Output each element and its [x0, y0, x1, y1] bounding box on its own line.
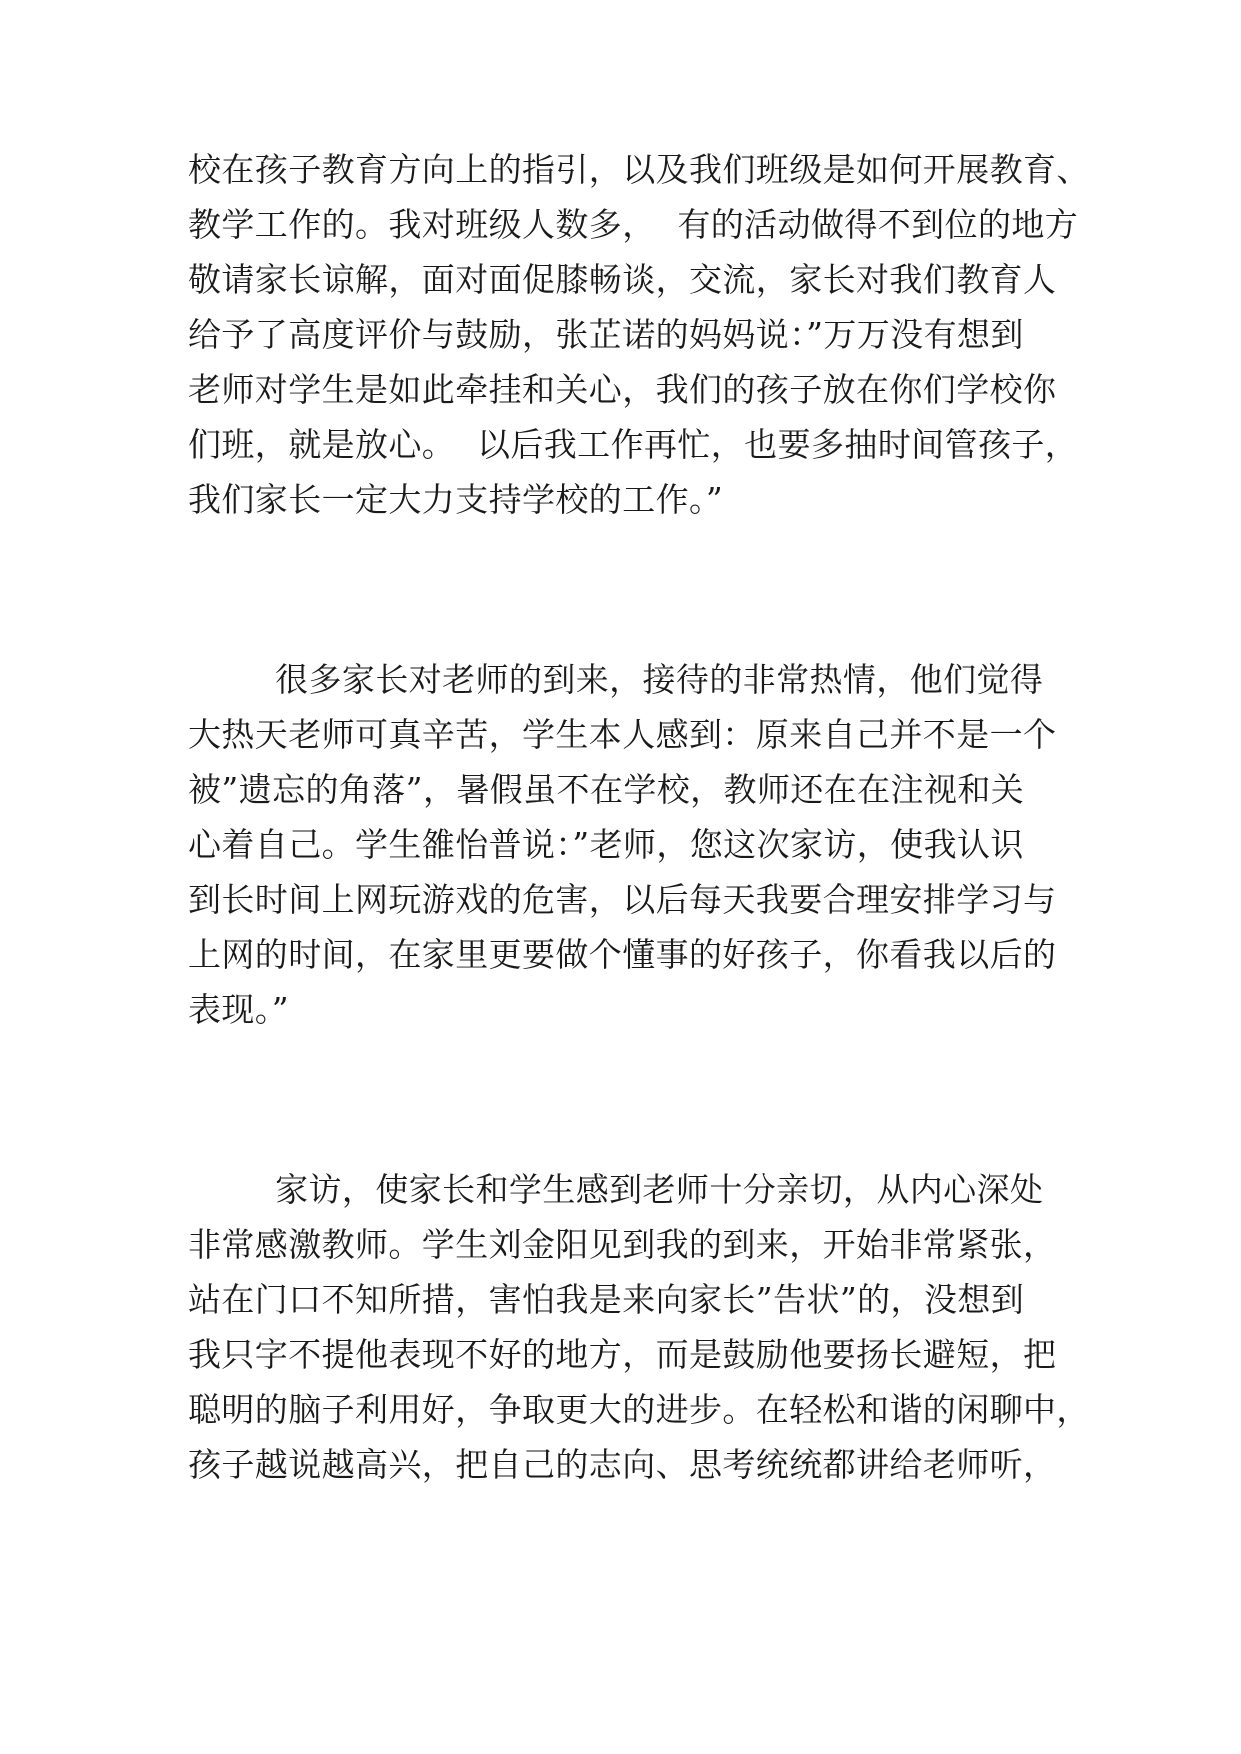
text-line: 我们家长一定大力支持学校的工作。”: [188, 480, 724, 519]
text-line: 我只字不提他表现不好的地方，而是鼓励他要扬长避短，把: [188, 1335, 1057, 1374]
text-line: 给予了高度评价与鼓励，张芷诺的妈妈说：”万万没有想到: [188, 315, 1024, 354]
text-line: 站在门口不知所措，害怕我是来向家长”告状”的，没想到: [188, 1280, 1025, 1319]
text-line: 心着自己。学生雒怡普说：”老师，您这次家访，使我认识: [188, 825, 1024, 864]
text-line: 孩子越说越高兴，把自己的志向、思考统统都讲给老师听，: [188, 1445, 1057, 1484]
text-line: 表现。”: [188, 990, 289, 1029]
text-line: 们班，就是放心。 以后我工作再忙，也要多抽时间管孩子，: [188, 425, 1079, 464]
text-line: 老师对学生是如此牵挂和关心，我们的孩子放在你们学校你: [188, 370, 1057, 409]
text-line: 非常感激教师。学生刘金阳见到我的到来，开始非常紧张，: [188, 1225, 1057, 1264]
text-line: 大热天老师可真辛苦，学生本人感到：原来自己并不是一个: [188, 715, 1057, 754]
text-line: 家访，使家长和学生感到老师十分亲切，从内心深处: [188, 1170, 1044, 1209]
text-line: 聪明的脑子利用好，争取更大的进步。在轻松和谐的闲聊中，: [188, 1390, 1090, 1429]
text-line: 被”遗忘的角落”，暑假虽不在学校，教师还在在注视和关: [188, 770, 1025, 809]
text-line: 教学工作的。我对班级人数多， 有的活动做得不到位的地方: [188, 205, 1079, 244]
text-line: 敬请家长谅解，面对面促膝畅谈，交流，家长对我们教育人: [188, 260, 1057, 299]
text-line: 上网的时间，在家里更要做个懂事的好孩子，你看我以后的: [188, 935, 1057, 974]
text-line: 很多家长对老师的到来，接待的非常热情，他们觉得: [188, 660, 1044, 699]
text-line: 到长时间上网玩游戏的危害，以后每天我要合理安排学习与: [188, 880, 1057, 919]
text-line: 校在孩子教育方向上的指引，以及我们班级是如何开展教育、: [188, 150, 1090, 189]
